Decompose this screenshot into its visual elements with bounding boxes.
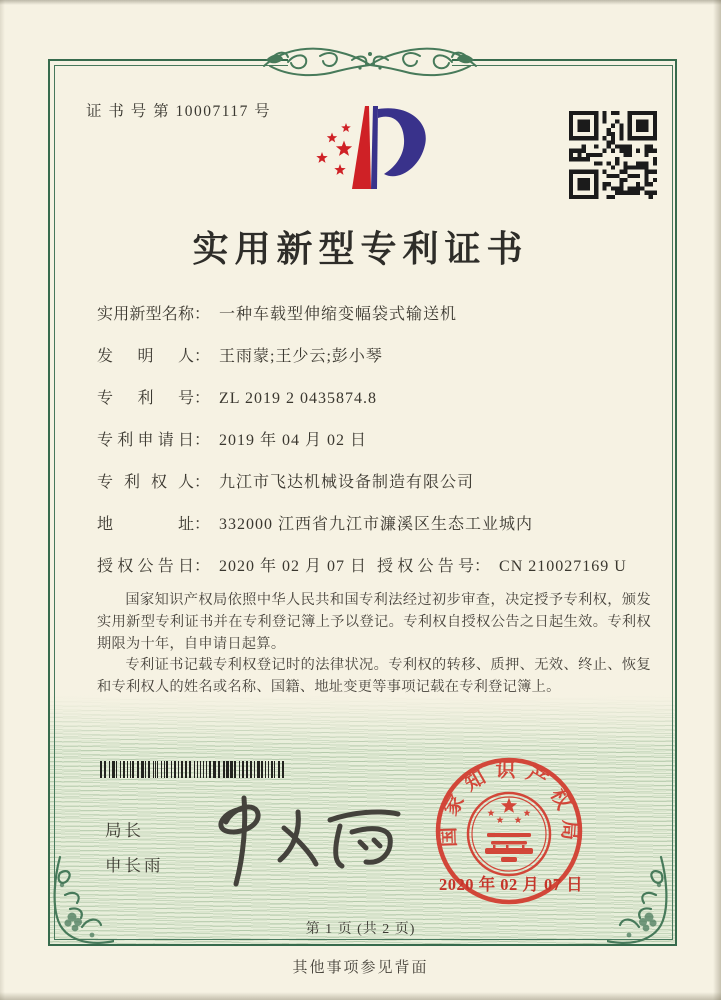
scan-edge-bottom — [0, 992, 721, 1000]
cnipa-logo-icon — [297, 101, 447, 197]
colon: ： — [194, 474, 211, 491]
seal-text: 国家知识产权局 — [437, 759, 581, 850]
field-row-grant — [97, 553, 663, 575]
issuer-name: 申长雨 — [105, 856, 164, 875]
field-row-patent-number — [97, 385, 663, 407]
field-label: 地址 — [97, 516, 194, 533]
colon: ： — [474, 558, 491, 575]
top-border-ornament-icon — [262, 38, 478, 86]
field-row-filing-date — [97, 427, 663, 449]
field-label: 发明人 — [97, 348, 194, 365]
grant-number-value: CN 210027169 U — [499, 558, 627, 575]
field-label: 实用新型名称 — [97, 306, 194, 323]
field-row-inventors — [97, 343, 663, 365]
back-side-note: 其他事项参见背面 — [292, 960, 429, 976]
field-row-name — [97, 301, 663, 323]
field-value: ZL 2019 2 0435874.8 — [219, 390, 377, 407]
colon: ： — [194, 432, 211, 449]
certificate-number: 证 书 号 第 10007117 号 — [86, 103, 272, 120]
page-number: 第 1 页 (共 2 页) — [305, 922, 416, 937]
certificate-title: 实用新型专利证书 — [192, 229, 529, 269]
colon: ： — [194, 306, 211, 323]
barcode-icon — [100, 761, 288, 778]
field-label-grant-number: 授权公告号 — [377, 558, 475, 575]
director-signature — [198, 790, 413, 895]
colon: ： — [194, 390, 211, 407]
field-value: 一种车载型伸缩变幅袋式输送机 — [219, 306, 458, 323]
fields-block — [97, 301, 663, 595]
scan-edge-left — [0, 0, 5, 1000]
colon: ： — [194, 348, 211, 365]
field-value: 332000 江西省九江市濂溪区生态工业城内 — [219, 516, 534, 533]
field-label: 专利申请日 — [97, 432, 194, 449]
field-row-address — [97, 511, 663, 533]
colon: ： — [194, 516, 211, 533]
field-label: 专利权人 — [97, 474, 194, 491]
scan-edge-right — [713, 0, 721, 1000]
field-value: 王雨蒙;王少云;彭小琴 — [219, 348, 383, 365]
field-label-grant-date: 授权公告日 — [97, 558, 194, 575]
field-row-patentee — [97, 469, 663, 491]
field-value: 2019 年 04 月 02 日 — [219, 432, 368, 449]
legal-paragraph-2: 专利证书记载专利权登记时的法律状况。专利权的转移、质押、无效、终止、恢复和专利权人的姓名或名称、国籍、地址变更等事项记载在专利登记簿上。 — [97, 657, 651, 696]
scan-edge-top — [0, 0, 721, 5]
field-label: 专利号 — [97, 390, 194, 407]
grant-date-value: 2020 年 02 月 07 日 — [219, 558, 368, 575]
legal-paragraph-1: 国家知识产权局依照中华人民共和国专利法经过初步审查，决定授予专利权，颁发实用新型专利证书并在专利登记簿上予以登记。专利权自授权公告之日起生效。专利权期限为十年，自申请日起算。 — [97, 592, 651, 652]
field-value: 九江市飞达机械设备制造有限公司 — [219, 474, 475, 491]
qr-code-icon — [569, 111, 657, 199]
colon: ： — [194, 558, 211, 575]
legal-text-block — [97, 590, 651, 699]
issuer-title: 局长 — [105, 821, 144, 840]
seal-date: 2020 年 02 月 07 日 — [438, 875, 584, 894]
issuer-block — [105, 817, 164, 876]
